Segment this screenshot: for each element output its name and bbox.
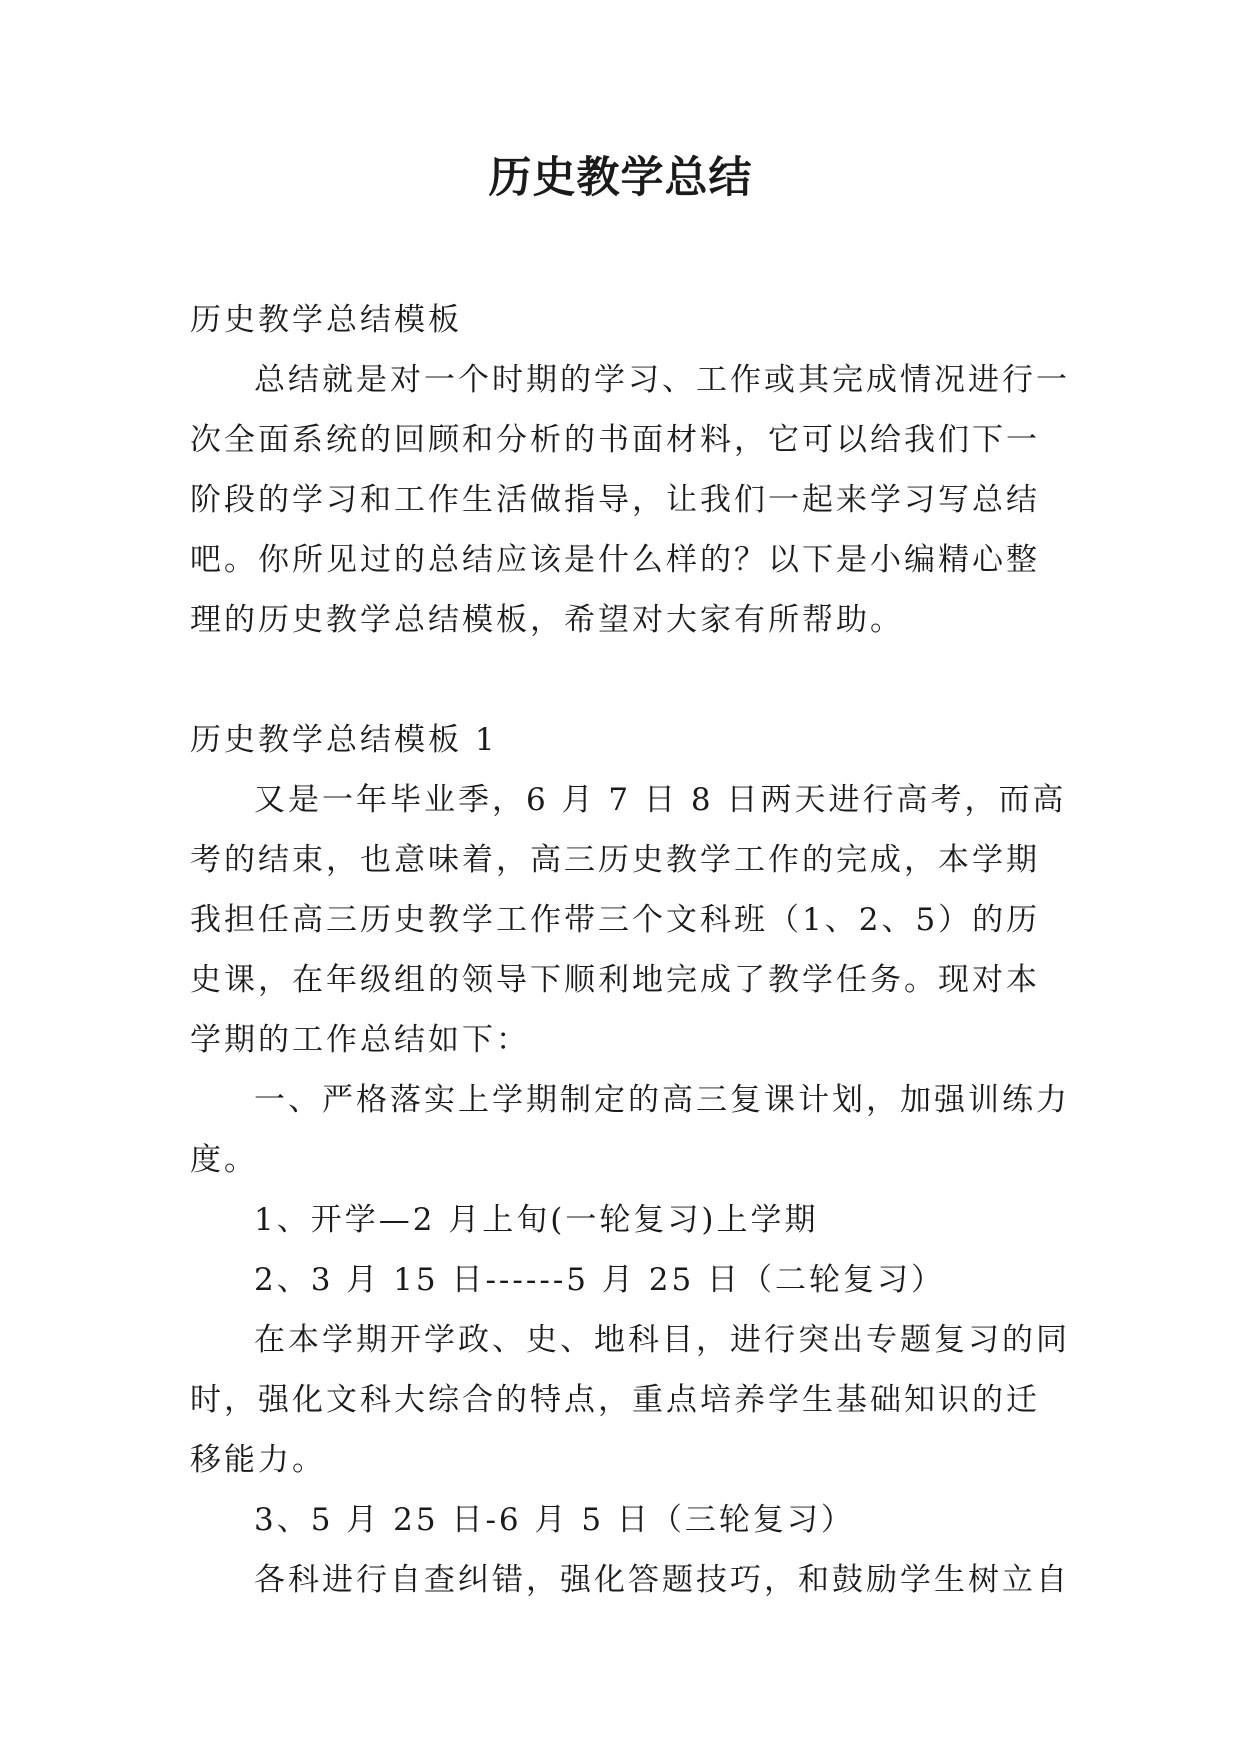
document-title: 历史教学总结 [488,153,753,203]
paragraph-item-3: 3、5 月 25 日-6 月 5 日（三轮复习） [254,1502,855,1538]
paragraph-item-2: 2、3 月 15 日------5 月 25 日（二轮复习） [254,1262,946,1298]
intro-paragraph: 总结就是对一个时期的学习、工作或其完成情况进行一次全面系统的回顾和分析的书面材料，它可以给我们下一阶段的学习和工作生活做指导，让我们一起来学习写总结吧。你所见过的总结应该是什么样的？以下是小编精心整理的历史教学总结模板，希望对大家有所帮助。 [190,362,1070,638]
paragraph-review-detail: 在本学期开学政、史、地科目，进行突出专题复习的同时，强化文科大综合的特点，重点培养学生基础知识的迁移能力。 [190,1322,1070,1478]
paragraph-gap [190,650,1070,710]
paragraph-opening: 又是一年毕业季，6 月 7 日 8 日两天进行高考，而高考的结束，也意味着，高三历史教学工作的完成，本学期我担任高三历史教学工作带三个文科班（1、2、5）的历史课，在年级组的领导下顺利地完成了教学任务。现对本学期的工作总结如下： [190,782,1067,1058]
document-body [190,290,1070,1610]
template-1-heading: 历史教学总结模板 1 [190,722,498,758]
paragraph-self-check: 各科进行自查纠错，强化答题技巧，和鼓励学生树立自 [254,1562,1070,1598]
paragraph-item-1: 1、开学—2 月上旬(一轮复习)上学期 [254,1202,819,1238]
section-heading: 历史教学总结模板 [190,302,462,338]
paragraph-section-one: 一、严格落实上学期制定的高三复课计划，加强训练力度。 [190,1082,1070,1178]
